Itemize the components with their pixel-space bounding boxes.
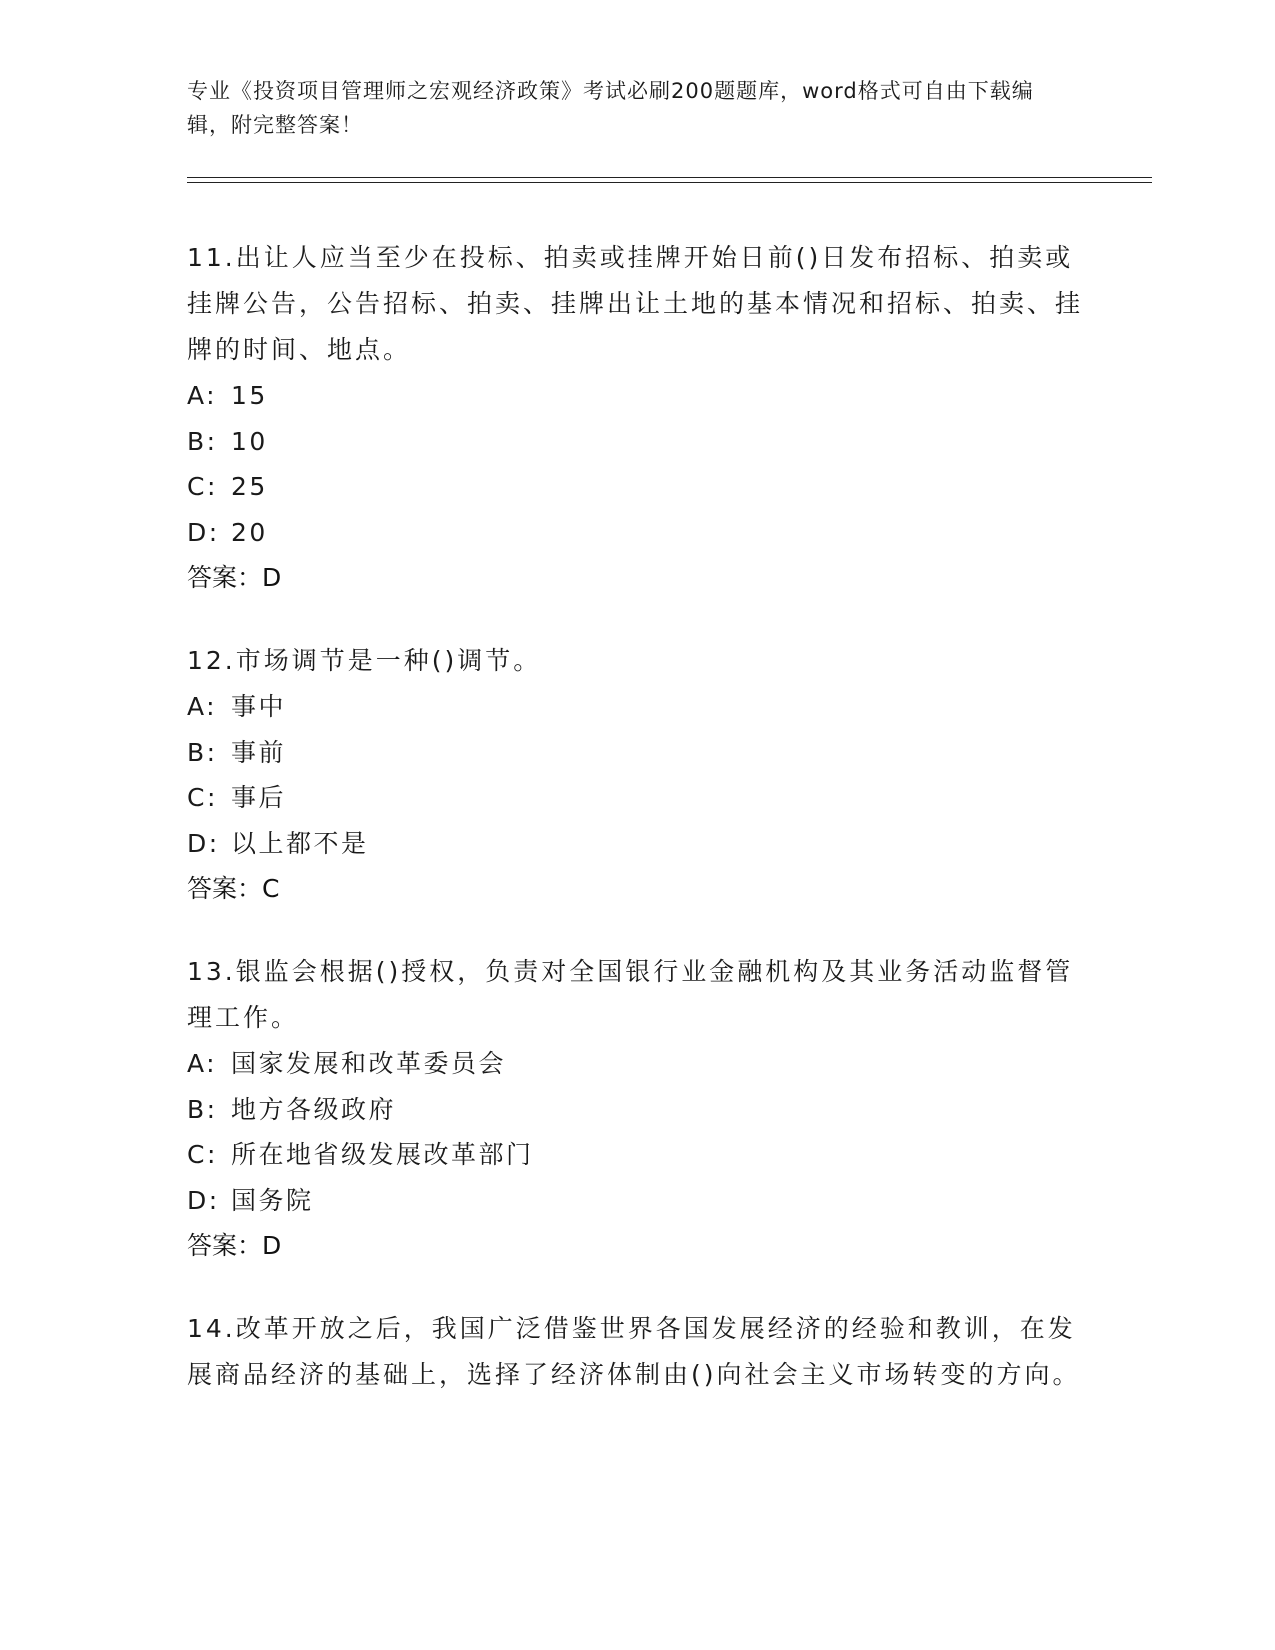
option-b (187, 730, 1087, 776)
option-text: 地方各级政府 (231, 1094, 397, 1124)
question-11 (187, 235, 1087, 601)
option-text: 20 (231, 517, 268, 547)
option-letter: D: (187, 517, 220, 547)
option-text: 以上都不是 (231, 828, 369, 858)
option-text: 事前 (231, 737, 287, 767)
option-a (187, 684, 1087, 730)
option-letter: A: (187, 1049, 218, 1078)
option-a (187, 373, 1087, 419)
option-c (187, 464, 1087, 510)
option-letter: B: (187, 737, 218, 767)
question-stem: 11.出让人应当至少在投标、拍卖或挂牌开始日前()日发布招标、拍卖或挂牌公告，公告招标、拍卖、挂牌出让土地的基本情况和招标、拍卖、挂牌的时间、地点。 (187, 243, 1084, 364)
option-letter: A: (187, 381, 218, 410)
question-12 (187, 638, 1087, 912)
answer-line: 答案：C (187, 874, 280, 903)
header-rule-top (187, 177, 1152, 178)
option-text: 国家发展和改革委员会 (231, 1049, 507, 1078)
option-letter: A: (187, 692, 218, 721)
option-text: 国务院 (231, 1185, 314, 1215)
header-rule-bottom (187, 182, 1152, 183)
option-letter: C: (187, 1140, 218, 1169)
question-stem: 12.市场调节是一种()调节。 (187, 646, 542, 675)
option-d (187, 821, 1087, 867)
question-14 (187, 1306, 1087, 1398)
question-13 (187, 949, 1087, 1269)
option-d (187, 1178, 1087, 1224)
option-a (187, 1041, 1087, 1087)
option-letter: C: (187, 783, 218, 812)
option-letter: D: (187, 828, 220, 858)
option-text: 15 (231, 381, 268, 410)
question-stem: 13.银监会根据()授权，负责对全国银行业金融机构及其业务活动监督管理工作。 (187, 957, 1074, 1032)
option-letter: D: (187, 1185, 220, 1215)
option-letter: B: (187, 426, 218, 456)
document-header: 专业《投资项目管理师之宏观经济政策》考试必刷200题题库，word格式可自由下载编辑，附完整答案！ (187, 79, 1034, 137)
option-d (187, 510, 1087, 556)
option-b (187, 1087, 1087, 1133)
question-stem: 14.改革开放之后，我国广泛借鉴世界各国发展经济的经验和教训，在发展商品经济的基础上，选择了经济体制由()向社会主义市场转变的方向。 (187, 1314, 1081, 1389)
option-text: 事中 (231, 692, 287, 721)
option-c (187, 775, 1087, 821)
option-text: 事后 (231, 783, 287, 812)
answer-line: 答案：D (187, 1231, 282, 1260)
answer-line: 答案：D (187, 563, 282, 592)
option-text: 10 (231, 426, 268, 456)
option-b (187, 419, 1087, 465)
option-letter: C: (187, 472, 218, 501)
option-c (187, 1132, 1087, 1178)
question-list (187, 235, 1087, 1435)
option-text: 所在地省级发展改革部门 (231, 1140, 534, 1169)
option-letter: B: (187, 1094, 218, 1124)
option-text: 25 (231, 472, 268, 501)
